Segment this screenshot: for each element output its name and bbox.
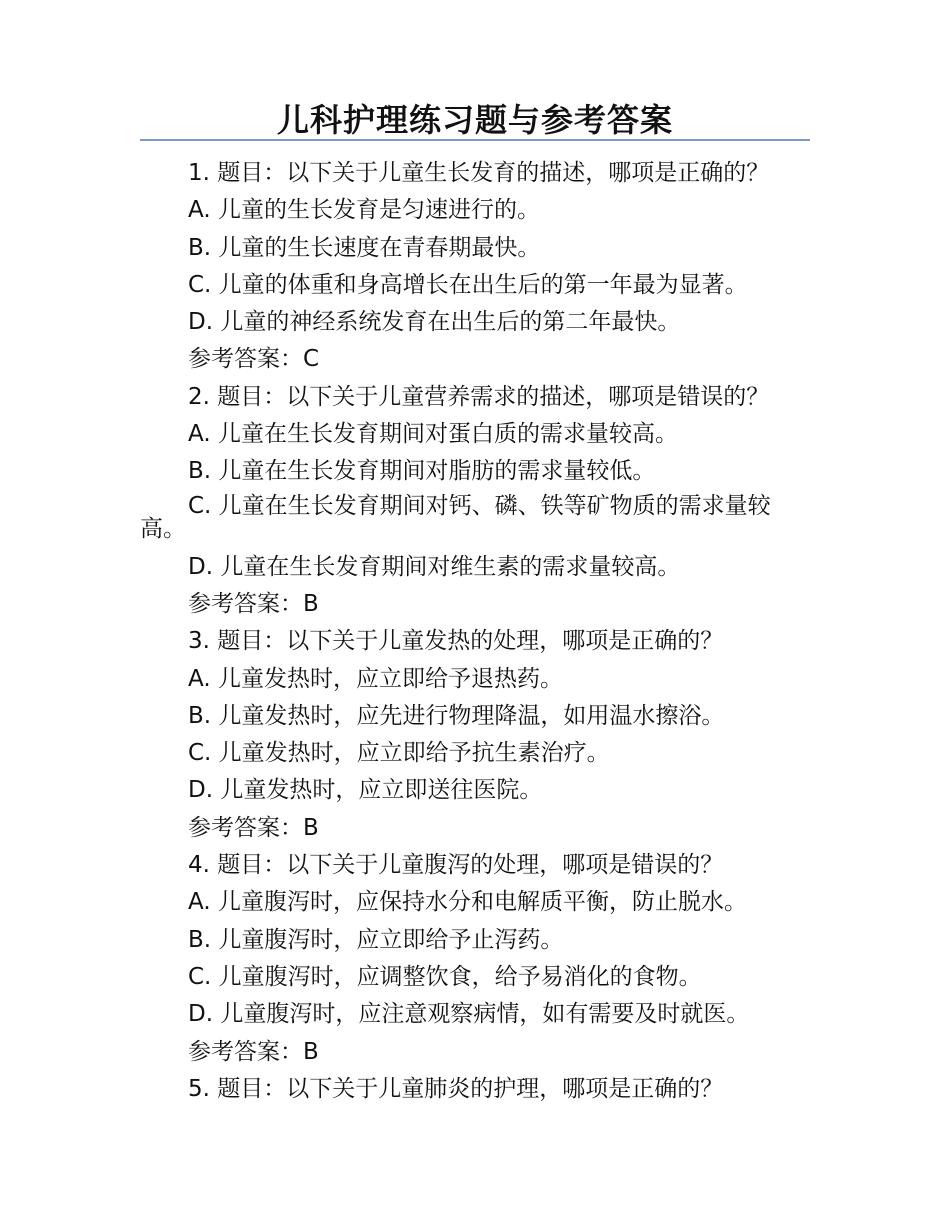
question-1-option-a: A. 儿童的生长发育是匀速进行的。 (188, 197, 540, 224)
question-1-option-b: B. 儿童的生长速度在青春期最快。 (188, 234, 541, 261)
question-4-option-b: B. 儿童腹泻时，应立即给予止泻药。 (188, 926, 564, 953)
title-underline (140, 139, 810, 141)
question-5-stem: 5. 题目：以下关于儿童肺炎的护理，哪项是正确的？ (188, 1075, 724, 1102)
question-3-option-c: C. 儿童发热时，应立即给予抗生素治疗。 (188, 740, 610, 767)
question-1-option-d: D. 儿童的神经系统发育在出生后的第二年最快。 (188, 309, 681, 336)
question-2-stem: 2. 题目：以下关于儿童营养需求的描述，哪项是错误的？ (188, 383, 770, 410)
question-3-option-b: B. 儿童发热时，应先进行物理降温，如用温水擦浴。 (188, 702, 725, 729)
question-3-stem: 3. 题目：以下关于儿童发热的处理，哪项是正确的？ (188, 628, 724, 655)
question-4-option-a: A. 儿童腹泻时，应保持水分和电解质平衡，防止脱水。 (188, 889, 747, 916)
question-2-answer: 参考答案：B (188, 590, 319, 617)
question-4-option-c: C. 儿童腹泻时，应调整饮食，给予易消化的食物。 (188, 963, 702, 990)
question-1-stem: 1. 题目：以下关于儿童生长发育的描述，哪项是正确的？ (188, 160, 770, 186)
question-2-option-c: C. 儿童在生长发育期间对钙、磷、铁等矿物质的需求量较高。 (140, 492, 771, 542)
question-2-option-b: B. 儿童在生长发育期间对脂肪的需求量较低。 (188, 458, 656, 485)
document-title: 儿科护理练习题与参考答案 (276, 101, 673, 139)
question-3-option-a: A. 儿童发热时，应立即给予退热药。 (188, 665, 563, 692)
question-4-answer: 参考答案：B (188, 1038, 319, 1065)
question-4-option-d: D. 儿童腹泻时，应注意观察病情，如有需要及时就医。 (188, 1001, 750, 1028)
question-3-option-d: D. 儿童发热时，应立即送往医院。 (188, 777, 543, 804)
question-2-option-d: D. 儿童在生长发育期间对维生素的需求量较高。 (188, 553, 681, 580)
question-4-stem: 4. 题目：以下关于儿童腹泻的处理，哪项是错误的？ (188, 852, 724, 879)
question-2-option-a: A. 儿童在生长发育期间对蛋白质的需求量较高。 (188, 421, 678, 448)
question-1-option-c: C. 儿童的体重和身高增长在出生后的第一年最为显著。 (188, 271, 748, 298)
question-1-answer: 参考答案：C (188, 346, 320, 373)
document-body (140, 155, 810, 1108)
question-3-answer: 参考答案：B (188, 814, 319, 841)
